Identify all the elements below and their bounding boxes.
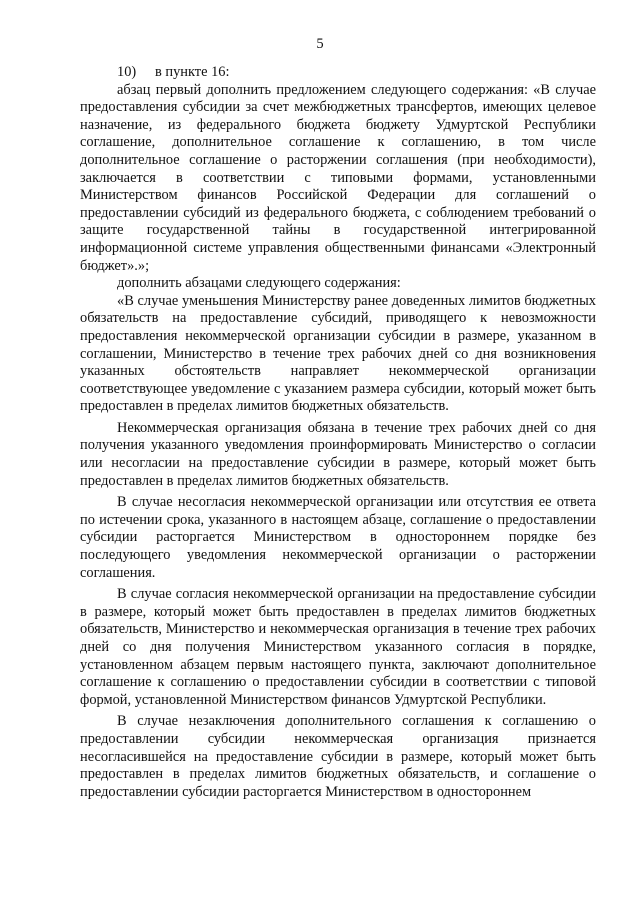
page-number: 5	[316, 36, 324, 52]
list-item-heading	[80, 64, 596, 82]
paragraph-4: Некоммерческая организация обязана в течение трех рабочих дней со дня получения указанного уведомления проинформировать Министерство о согласии или несогласии на предоставление субсидии в размере, который может быть предоставлен в пределах лимитов бюджетных обязательств.	[80, 419, 596, 489]
paragraph-1: абзац первый дополнить предложением следующего содержания: «В случае предоставления субсидии за счет межбюджетных трансфертов, имеющих целевое назначение, из федерального бюджета бюджету Удмуртской Республики соглашение, дополнительное соглашение к соглашению, в том числе дополнительное соглашение о расторжении соглашения (при необходимости), заключается в соответствии с типовыми формами, установленными Министерством финансов Российской Федерации для соглашений о предоставлении субсидий из федерального бюджета, с соблюдением требований о защите государственной тайны в государственной интегрированной информационной системе управления общественными финансами «Электронный бюджет».»;	[80, 81, 596, 274]
paragraph-2: дополнить абзацами следующего содержания:	[117, 275, 401, 292]
document-body	[80, 64, 596, 801]
item-number: 10)	[117, 64, 137, 80]
paragraph-6: В случае согласия некоммерческой организации на предоставление субсидии в размере, который может быть предоставлен в пределах лимитов бюджетных обязательств, Министерство и некоммерческая организация в течение трех рабочих дней со дня получения Министерством указанного согласия в порядке, установленном абзацем первым настоящего пункта, заключают дополнительное соглашение к соглашению о предоставлении субсидии в соответствии с типовой формой, установленной Министерством финансов Удмуртской Республики.	[80, 586, 596, 708]
paragraph-7: В случае незаключения дополнительного соглашения к соглашению о предоставлении субсидии некоммерческая организация признается несогласившейся на предоставление субсидии в размере, который может быть предоставлен в пределах лимитов бюджетных обязательств, и соглашение о предоставлении субсидии расторгается Министерством в одностороннем	[80, 713, 596, 800]
item-label: в пункте 16:	[155, 64, 230, 80]
paragraph-3: «В случае уменьшения Министерству ранее доведенных лимитов бюджетных обязательств на предоставление субсидий, приводящего к невозможности предоставления некоммерческой организации субсидии в размере, указанном в соглашении, Министерство в течение трех рабочих дней со дня возникновения указанных обстоятельств направляет некоммерческой организации соответствующее уведомление с указанием размера субсидии, который может быть предоставлен в пределах лимитов бюджетных обязательств.	[80, 292, 596, 415]
paragraph-5: В случае несогласия некоммерческой организации или отсутствия ее ответа по истечении срока, указанного в настоящем абзаце, соглашение о предоставлении субсидии расторгается Министерством в одностороннем порядке без последующего уведомления некоммерческой организации о расторжении соглашения.	[80, 494, 596, 581]
